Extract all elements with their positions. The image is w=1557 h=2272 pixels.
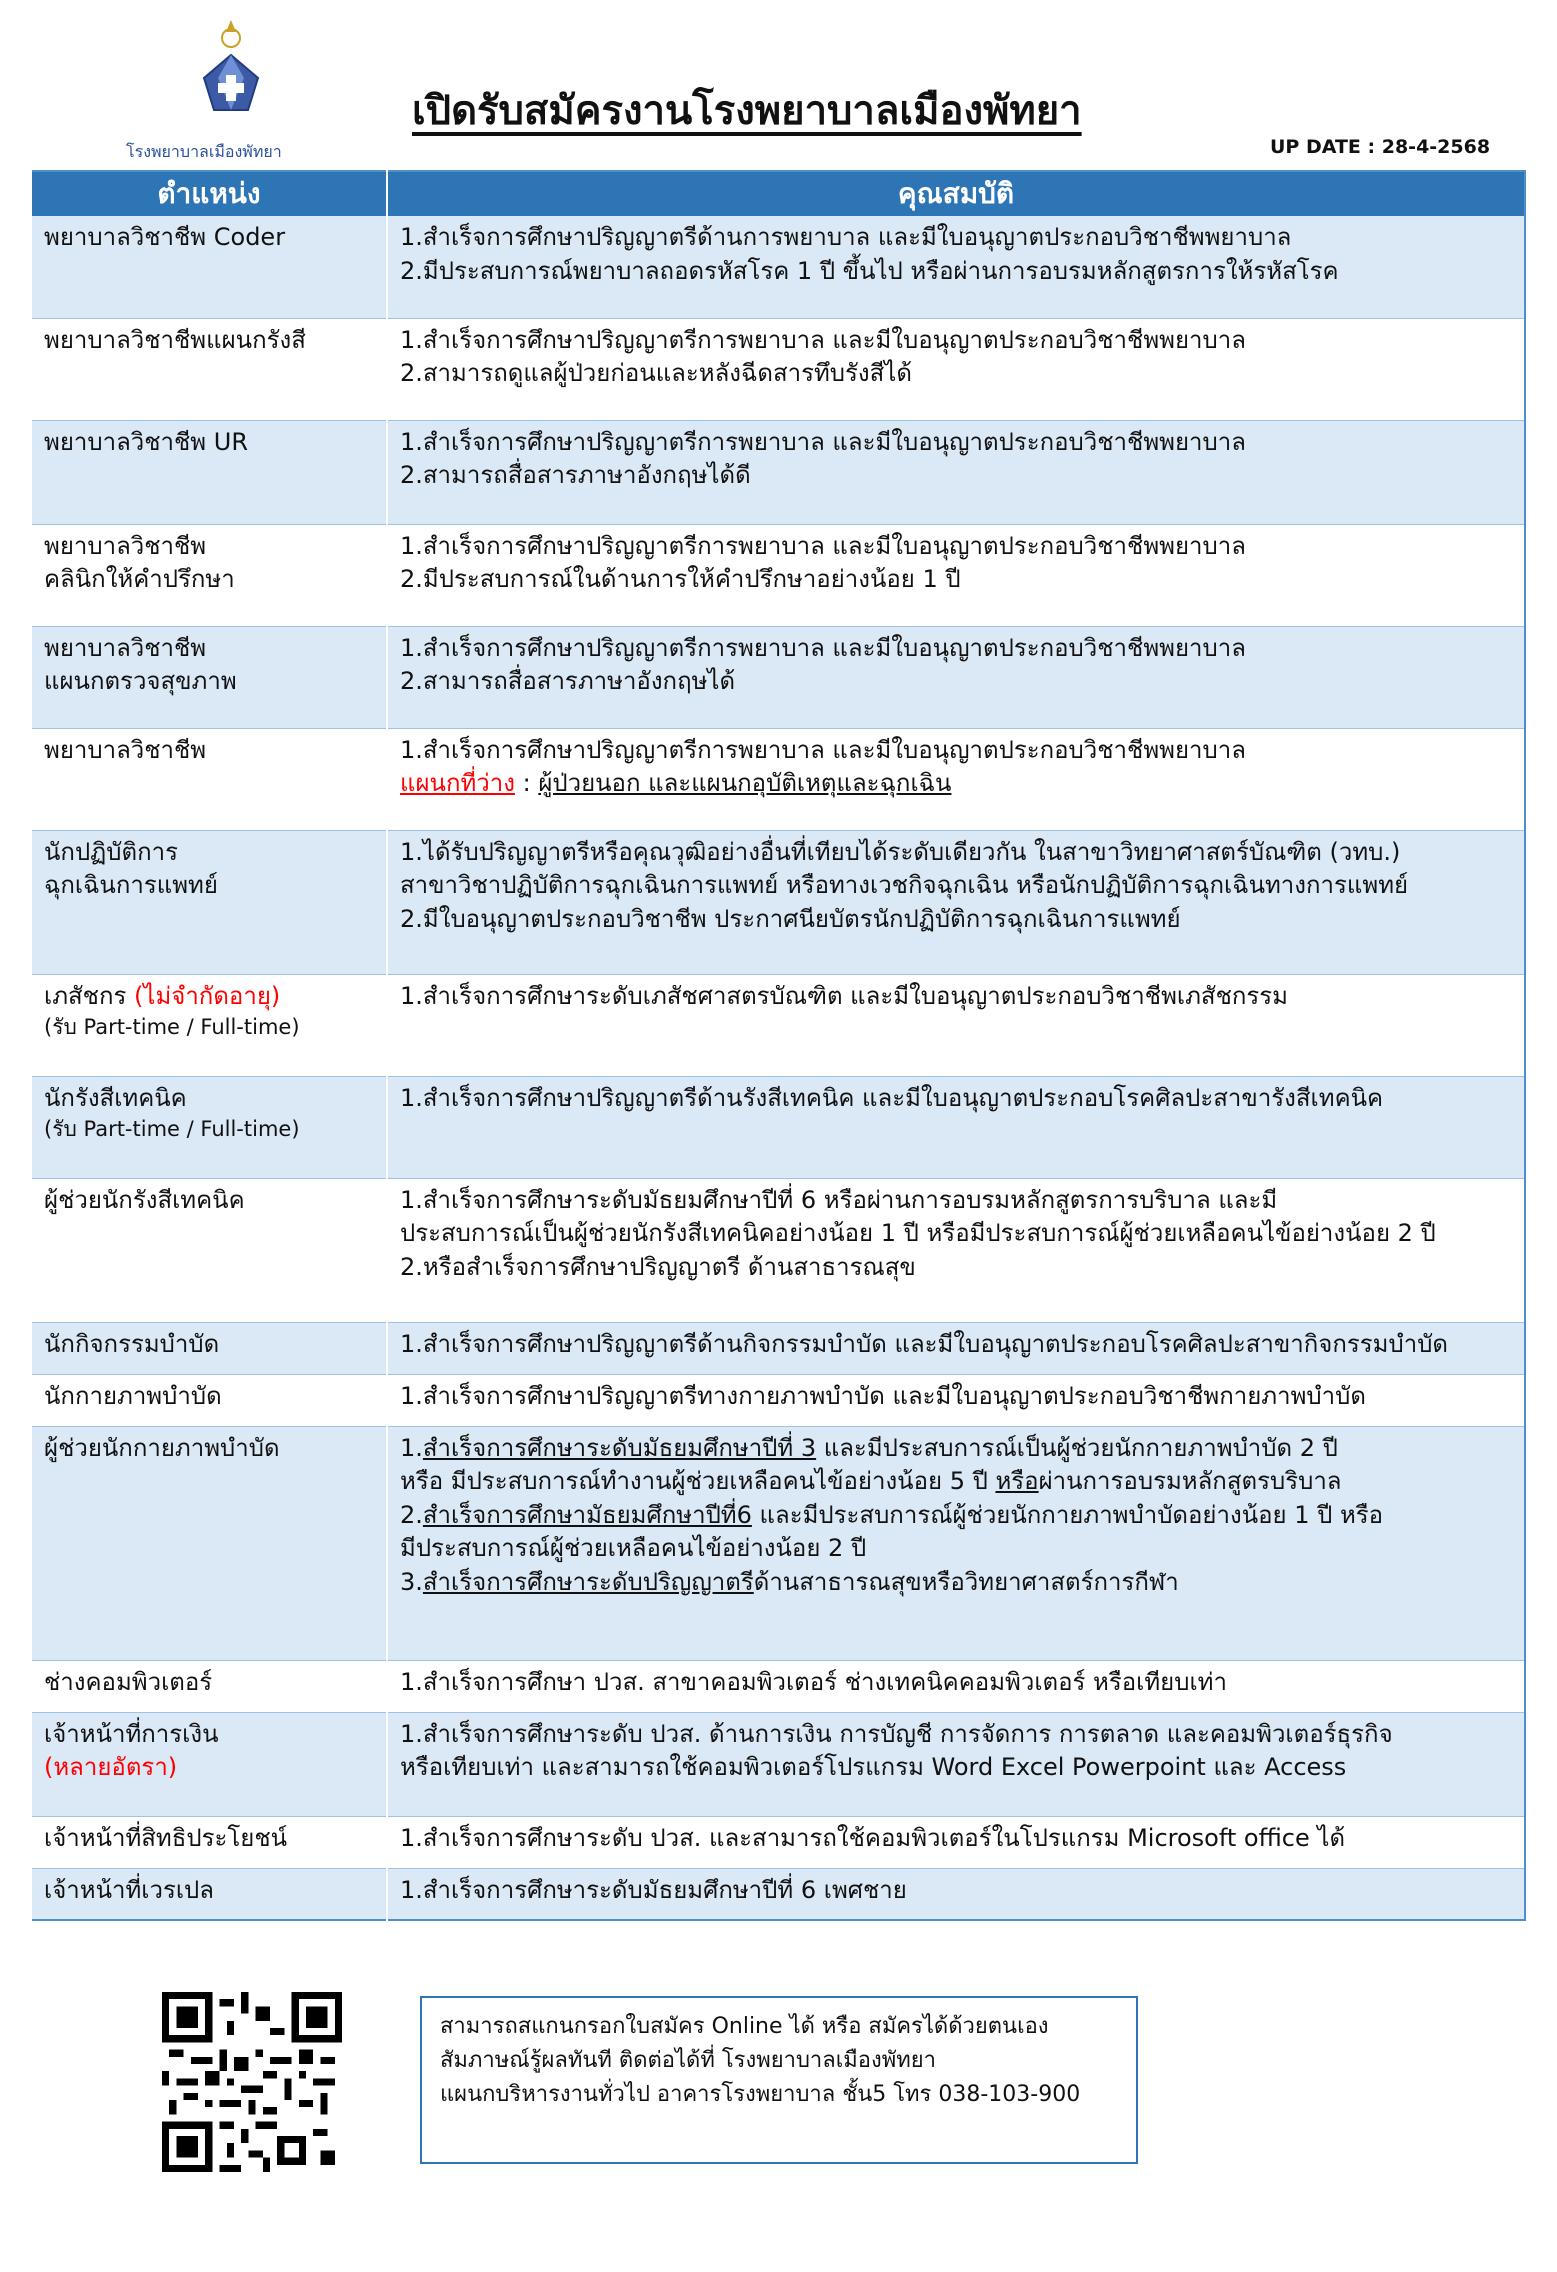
logo-caption: โรงพยาบาลเมืองพัทยา	[126, 142, 282, 161]
table-header-row	[31, 171, 1525, 216]
contact-line: แผนกบริหารงานทั่วไป อาคารโรงพยาบาล ชั้น5 โทร 038-103-900	[440, 2082, 1081, 2108]
table-row	[31, 1712, 1525, 1816]
contact-box	[420, 1996, 1138, 2164]
qualification-cell: 1.สำเร็จการศึกษาปริญญาตรีการพยาบาล และมีใบอนุญาตประกอบวิชาชีพพยาบาล 2.มีประสบการณ์ในด้านการให้คำปรึกษาอย่างน้อย 1 ปี	[387, 524, 1525, 626]
page-title: เปิดรับสมัครงานโรงพยาบาลเมืองพัทยา	[412, 88, 1082, 134]
qualification-cell: 1.สำเร็จการศึกษาปริญญาตรีการพยาบาล และมีใบอนุญาตประกอบวิชาชีพพยาบาล 2.สามารถสื่อสารภาษาอังกฤษได้	[387, 626, 1525, 728]
qualification-cell: 1.สำเร็จการศึกษาปริญญาตรีการพยาบาล และมีใบอนุญาตประกอบวิชาชีพพยาบาล 2.สามารถสื่อสารภาษาอังกฤษได้ดี	[387, 420, 1525, 524]
qr-code[interactable]	[162, 1992, 342, 2172]
table-row	[31, 216, 1525, 318]
column-header-qualification: คุณสมบัติ	[387, 171, 1525, 216]
table-row	[31, 1178, 1525, 1322]
qualification-cell: 1.ได้รับปริญญาตรีหรือคุณวุฒิอย่างอื่นที่เทียบได้ระดับเดียวกัน ในสาขาวิทยาศาสตร์บัณฑิต (วทบ.) สาขาวิชาปฏิบัติการฉุกเฉินการแพทย์ หรือทางเวชกิจฉุกเฉิน หรือนักปฏิบัติการฉุกเฉินทางการแพทย์ 2.มีใบอนุญาตประกอบวิชาชีพ ประกาศนียบัตรนักปฏิบัติการฉุกเฉินการแพทย์	[387, 830, 1525, 974]
dept-label: แผนกที่ว่าง	[400, 769, 515, 798]
position-cell: พยาบาลวิชาชีพ	[31, 728, 387, 830]
table-row	[31, 1076, 1525, 1178]
position-cell: ผู้ช่วยนักกายภาพบำบัด	[31, 1426, 387, 1660]
table-row	[31, 830, 1525, 974]
position-cell: นักปฏิบัติการ ฉุกเฉินการแพทย์	[31, 830, 387, 974]
qualification-cell: 1.สำเร็จการศึกษาระดับเภสัชศาสตรบัณฑิต และมีใบอนุญาตประกอบวิชาชีพเภสัชกรรม	[387, 974, 1525, 1076]
table-row	[31, 524, 1525, 626]
position-cell: ผู้ช่วยนักรังสีเทคนิค	[31, 1178, 387, 1322]
qualification-cell: 1.สำเร็จการศึกษาปริญญาตรีด้านรังสีเทคนิค และมีใบอนุญาตประกอบโรคศิลปะสาขารังสีเทคนิค	[387, 1076, 1525, 1178]
qualification-cell: 1.สำเร็จการศึกษาระดับมัธยมศึกษาปีที่ 6 เพศชาย	[387, 1868, 1525, 1920]
qualification-cell: 1.สำเร็จการศึกษาระดับ ปวส. และสามารถใช้คอมพิวเตอร์ในโปรแกรม Microsoft office ได้	[387, 1816, 1525, 1868]
table-row	[31, 1660, 1525, 1712]
table-row	[31, 1426, 1525, 1660]
position-cell: พยาบาลวิชาชีพ แผนกตรวจสุขภาพ	[31, 626, 387, 728]
column-header-position: ตำแหน่ง	[31, 171, 387, 216]
table-row	[31, 728, 1525, 830]
position-cell: เจ้าหน้าที่การเงิน (หลายอัตรา)	[31, 1712, 387, 1816]
qualification-cell: 1.สำเร็จการศึกษาระดับ ปวส. ด้านการเงิน การบัญชี การจัดการ การตลาด และคอมพิวเตอร์ธุรกิจ หรือเทียบเท่า และสามารถใช้คอมพิวเตอร์โปรแกรม Word Excel Powerpoint และ Access	[387, 1712, 1525, 1816]
update-date: UP DATE : 28-4-2568	[1270, 136, 1491, 158]
position-cell: นักกายภาพบำบัด	[31, 1374, 387, 1426]
qualification-cell: 1.สำเร็จการศึกษาปริญญาตรีการพยาบาล และมีใบอนุญาตประกอบวิชาชีพพยาบาล 2.สามารถดูแลผู้ป่วยก่อนและหลังฉีดสารทึบรังสีได้	[387, 318, 1525, 420]
table-row	[31, 420, 1525, 524]
position-cell: พยาบาลวิชาชีพ คลินิกให้คำปรึกษา	[31, 524, 387, 626]
table-row	[31, 1816, 1525, 1868]
table-row	[31, 626, 1525, 728]
qualification-cell: 1.สำเร็จการศึกษาปริญญาตรีด้านกิจกรรมบำบัด และมีใบอนุญาตประกอบโรคศิลปะสาขากิจกรรมบำบัด	[387, 1322, 1525, 1374]
qualification-cell: 1.สำเร็จการศึกษา ปวส. สาขาคอมพิวเตอร์ ช่างเทคนิคคอมพิวเตอร์ หรือเทียบเท่า	[387, 1660, 1525, 1712]
table-row	[31, 974, 1525, 1076]
position-cell: เภสัชกร (ไม่จำกัดอายุ) (รับ Part-time / Full-time)	[31, 974, 387, 1076]
table-row	[31, 1868, 1525, 1920]
qualification-cell: 1.สำเร็จการศึกษาปริญญาตรีการพยาบาล และมีใบอนุญาตประกอบวิชาชีพพยาบาล แผนกที่ว่าง : ผู้ป่วยนอก และแผนกอุบัติเหตุและฉุกเฉิน	[387, 728, 1525, 830]
position-cell: นักกิจกรรมบำบัด	[31, 1322, 387, 1374]
position-cell: เจ้าหน้าที่เวรเปล	[31, 1868, 387, 1920]
contact-line: สามารถสแกนกรอกใบสมัคร Online ได้ หรือ สมัครได้ด้วยตนเอง	[440, 2014, 1049, 2039]
qualification-cell: 1.สำเร็จการศึกษาระดับมัธยมศึกษาปีที่ 3 และมีประสบการณ์เป็นผู้ช่วยนักกายภาพบำบัด 2 ปี หรือ มีประสบการณ์ทำงานผู้ช่วยเหลือคนไข้อย่างน้อย 5 ปี หรือผ่านการอบรมหลักสูตรบริบาล 2.สำเร็จการศึกษามัธยมศึกษาปีที่6 และมีประสบการณ์ผู้ช่วยนักกายภาพบำบัดอย่างน้อย 1 ปี หรือ มีประสบการณ์ผู้ช่วยเหลือคนไข้อย่างน้อย 2 ปี 3.สำเร็จการศึกษาระดับปริญญาตรีด้านสาธารณสุขหรือวิทยาศาสตร์การกีฬา	[387, 1426, 1525, 1660]
table-row	[31, 1374, 1525, 1426]
table-row	[31, 318, 1525, 420]
position-cell: ช่างคอมพิวเตอร์	[31, 1660, 387, 1712]
qualification-cell: 1.สำเร็จการศึกษาปริญญาตรีทางกายภาพบำบัด และมีใบอนุญาตประกอบวิชาชีพกายภาพบำบัด	[387, 1374, 1525, 1426]
table-row	[31, 1322, 1525, 1374]
position-cell: พยาบาลวิชาชีพ Coder	[31, 216, 387, 318]
qualification-cell: 1.สำเร็จการศึกษาระดับมัธยมศึกษาปีที่ 6 หรือผ่านการอบรมหลักสูตรการบริบาล และมี ประสบการณ์เป็นผู้ช่วยนักรังสีเทคนิคอย่างน้อย 1 ปี หรือมีประสบการณ์ผู้ช่วยเหลือคนไข้อย่างน้อย 2 ปี 2.หรือสำเร็จการศึกษาปริญญาตรี ด้านสาธารณสุข	[387, 1178, 1525, 1322]
position-cell: นักรังสีเทคนิค (รับ Part-time / Full-time)	[31, 1076, 387, 1178]
qualification-cell: 1.สำเร็จการศึกษาปริญญาตรีด้านการพยาบาล และมีใบอนุญาตประกอบวิชาชีพพยาบาล 2.มีประสบการณ์พยาบาลถอดรหัสโรค 1 ปี ขึ้นไป หรือผ่านการอบรมหลักสูตรการให้รหัสโรค	[387, 216, 1525, 318]
position-cell: เจ้าหน้าที่สิทธิประโยชน์	[31, 1816, 387, 1868]
position-cell: พยาบาลวิชาชีพแผนกรังสี	[31, 318, 387, 420]
job-table	[30, 170, 1526, 1921]
hospital-logo-icon	[118, 10, 348, 160]
position-cell: พยาบาลวิชาชีพ UR	[31, 420, 387, 524]
contact-line: สัมภาษณ์รู้ผลทันที ติดต่อได้ที่ โรงพยาบาลเมืองพัทยา	[440, 2048, 936, 2074]
